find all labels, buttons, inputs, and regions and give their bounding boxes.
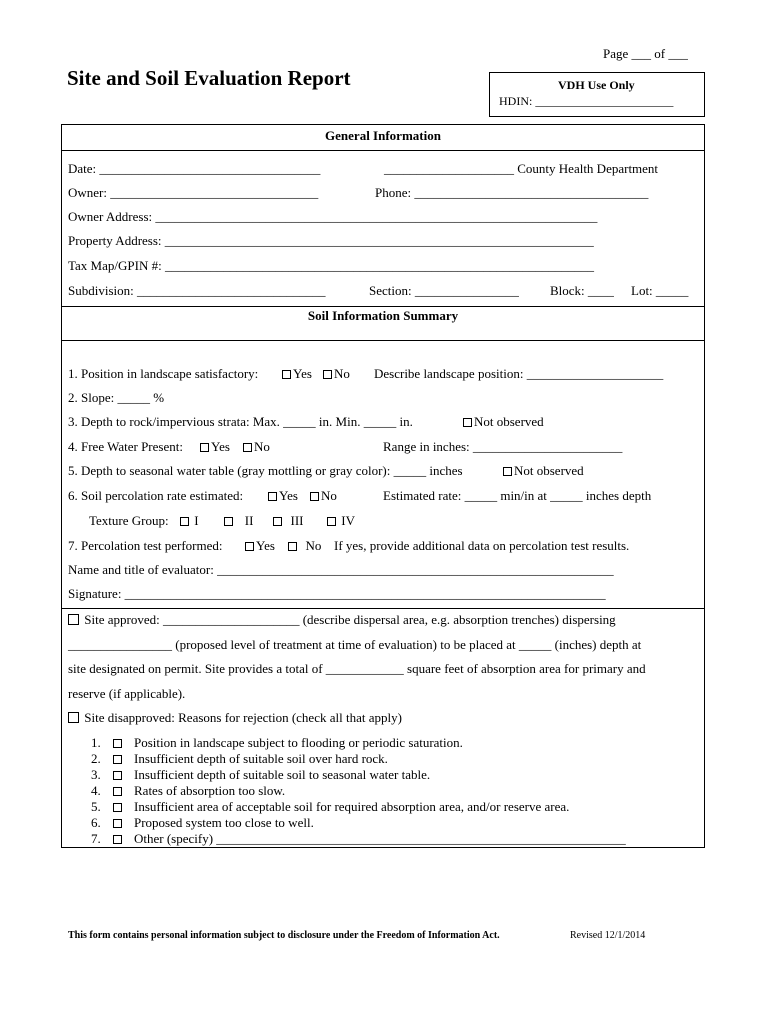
section-field[interactable]: Section: ________________ (369, 283, 519, 298)
reason-checkbox[interactable] (113, 739, 122, 748)
q7-no-checkbox[interactable] (288, 542, 297, 551)
revision-date: Revised 12/1/2014 (570, 930, 646, 941)
q6-yes-option[interactable] (268, 488, 298, 504)
reason-checkbox[interactable] (113, 819, 122, 828)
no-label: No (305, 538, 322, 553)
reason-number: 5. (91, 799, 101, 814)
texture-iv-label: IV (341, 513, 355, 528)
q5-not-observed-option[interactable] (503, 463, 584, 479)
texture-option-iv[interactable] (327, 513, 355, 529)
divider (61, 608, 705, 609)
q3-not-observed-option[interactable] (463, 414, 544, 430)
q3-not-observed-checkbox[interactable] (463, 418, 472, 427)
texture-option-i[interactable] (180, 513, 199, 529)
approved-line-4: reserve (if applicable). (68, 686, 186, 701)
reason-item[interactable] (91, 815, 314, 831)
reason-number: 7. (91, 831, 101, 846)
texture-ii-checkbox[interactable] (224, 517, 233, 526)
q6-label: 6. Soil percolation rate estimated: (68, 488, 244, 503)
block-field[interactable]: Block: ____ (550, 283, 614, 298)
texture-option-iii[interactable] (273, 513, 304, 529)
date-field[interactable]: Date: __________________________________ (68, 161, 321, 176)
reason-number: 2. (91, 751, 101, 766)
reason-number: 3. (91, 767, 101, 782)
q6-yes-checkbox[interactable] (268, 492, 277, 501)
q4-yes-checkbox[interactable] (200, 443, 209, 452)
reason-text: Position in landscape subject to flooding or periodic saturation. (134, 735, 463, 750)
site-disapproved-checkbox[interactable] (68, 712, 79, 723)
site-disapproved-option[interactable] (68, 710, 402, 726)
hdin-field[interactable]: HDIN: _______________________ (499, 94, 674, 108)
estimated-rate-field[interactable]: Estimated rate: _____ min/in at _____ inches depth (383, 488, 652, 503)
reason-item[interactable] (91, 799, 569, 815)
q4-no-checkbox[interactable] (243, 443, 252, 452)
q7-yes-option[interactable] (245, 538, 275, 554)
reason-item[interactable] (91, 735, 463, 751)
q5-not-observed-checkbox[interactable] (503, 467, 512, 476)
reason-item[interactable] (91, 831, 626, 847)
texture-i-checkbox[interactable] (180, 517, 189, 526)
q1-yes-option[interactable] (282, 366, 312, 382)
site-approved-checkbox[interactable] (68, 614, 79, 625)
seasonal-water-table-field[interactable]: 5. Depth to seasonal water table (gray mottling or gray color): _____ inches (68, 463, 463, 478)
q1-label: 1. Position in landscape satisfactory: (68, 366, 259, 381)
yes-label: Yes (211, 439, 230, 454)
divider (61, 340, 705, 341)
q4-no-option[interactable] (243, 439, 270, 455)
q6-no-checkbox[interactable] (310, 492, 319, 501)
phone-field[interactable]: Phone: ____________________________________ (375, 185, 649, 200)
reason-text[interactable]: Other (specify) _______________________________________________________________ (134, 831, 626, 846)
site-approved-option[interactable] (68, 612, 616, 628)
reason-number: 1. (91, 735, 101, 750)
q7-no-option[interactable] (288, 538, 321, 554)
tax-map-field[interactable]: Tax Map/GPIN #: __________________________________________________________________ (68, 258, 594, 273)
property-address-field[interactable]: Property Address: __________________________________________________________________ (68, 233, 594, 248)
site-disapproved-text: Site disapproved: Reasons for rejection (check all that apply) (84, 710, 402, 725)
slope-field[interactable]: 2. Slope: _____ % (68, 390, 165, 405)
vdh-heading: VDH Use Only (558, 78, 635, 92)
q7-label: 7. Percolation test performed: (68, 538, 223, 553)
approved-line-2[interactable]: ________________ (proposed level of treatment at time of evaluation) to be placed at _____ (inches) depth at (68, 637, 642, 652)
reason-item[interactable] (91, 783, 285, 799)
reason-text: Rates of absorption too slow. (134, 783, 286, 798)
depth-to-rock-field[interactable]: 3. Depth to rock/impervious strata: Max. _____ in. Min. _____ in. (68, 414, 413, 429)
q4-label: 4. Free Water Present: (68, 439, 183, 454)
texture-iii-checkbox[interactable] (273, 517, 282, 526)
q7-yes-checkbox[interactable] (245, 542, 254, 551)
lot-field[interactable]: Lot: _____ (631, 283, 689, 298)
reason-checkbox[interactable] (113, 787, 122, 796)
reason-checkbox[interactable] (113, 755, 122, 764)
reason-checkbox[interactable] (113, 803, 122, 812)
soil-information-heading: Soil Information Summary (307, 308, 459, 323)
reason-text: Proposed system too close to well. (134, 815, 314, 830)
reason-text: Insufficient depth of suitable soil over hard rock. (134, 751, 388, 766)
divider (61, 150, 705, 151)
reason-text: Insufficient depth of suitable soil to seasonal water table. (134, 767, 431, 782)
approved-line-3[interactable]: site designated on permit. Site provides a total of ____________ square feet of absorption area for primary and (68, 661, 646, 676)
texture-ii-label: II (244, 513, 254, 528)
yes-label: Yes (279, 488, 298, 503)
owner-field[interactable]: Owner: ________________________________ (68, 185, 319, 200)
yes-label: Yes (256, 538, 275, 553)
owner-address-field[interactable]: Owner Address: ____________________________________________________________________ (68, 209, 598, 224)
reason-checkbox[interactable] (113, 771, 122, 780)
reason-number: 4. (91, 783, 101, 798)
texture-iii-label: III (290, 513, 304, 528)
page-indicator: Page ___ of ___ (603, 46, 688, 61)
site-approved-text: Site approved: _____________________ (describe dispersal area, e.g. absorption trenches) dispersing (84, 612, 616, 627)
texture-i-label: I (194, 513, 199, 528)
landscape-position-field[interactable]: Describe landscape position: _____________________ (374, 366, 664, 381)
not-observed-label: Not observed (514, 463, 584, 478)
no-label: No (321, 488, 337, 503)
q1-no-option[interactable] (323, 366, 350, 382)
texture-option-ii[interactable] (224, 513, 253, 529)
county-field[interactable]: ____________________ County Health Department (384, 161, 659, 176)
yes-label: Yes (293, 366, 312, 381)
q1-no-checkbox[interactable] (323, 370, 332, 379)
reason-checkbox[interactable] (113, 835, 122, 844)
reason-item[interactable] (91, 751, 388, 767)
texture-iv-checkbox[interactable] (327, 517, 336, 526)
reason-number: 6. (91, 815, 101, 830)
vdh-use-box (489, 72, 705, 117)
subdivision-field[interactable]: Subdivision: _____________________________ (68, 283, 326, 298)
reason-item[interactable] (91, 767, 430, 783)
page-title: Site and Soil Evaluation Report (67, 66, 351, 90)
q1-yes-checkbox[interactable] (282, 370, 291, 379)
not-observed-label: Not observed (474, 414, 544, 429)
foia-notice: This form contains personal information subject to disclosure under the Freedom of Information Act. (68, 930, 500, 941)
general-information-heading: General Information (325, 128, 441, 143)
no-label: No (254, 439, 270, 454)
reason-text: Insufficient area of acceptable soil for required absorption area, and/or reserve area. (134, 799, 570, 814)
q6-no-option[interactable] (310, 488, 337, 504)
no-label: No (334, 366, 350, 381)
signature-field[interactable]: Signature: __________________________________________________________________________ (68, 586, 606, 601)
range-inches-field[interactable]: Range in inches: _______________________ (383, 439, 623, 454)
evaluator-field[interactable]: Name and title of evaluator: _____________________________________________________________ (68, 562, 614, 577)
divider (61, 306, 705, 307)
q4-yes-option[interactable] (200, 439, 230, 455)
q7-note: If yes, provide additional data on percolation test results. (334, 538, 630, 553)
texture-group-label: Texture Group: (89, 513, 169, 528)
